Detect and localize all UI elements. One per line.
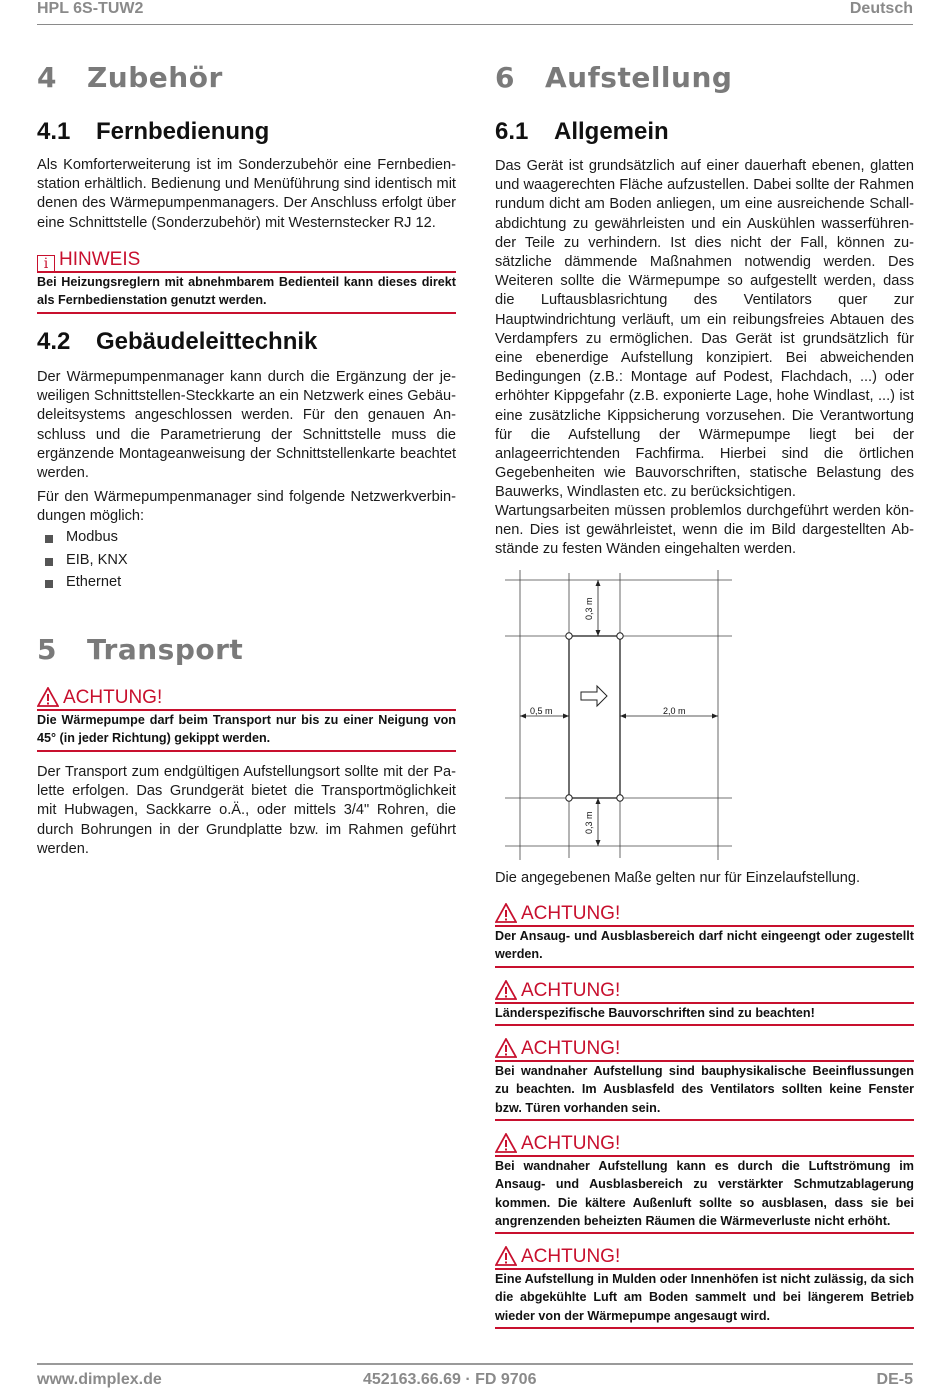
warning-title: ACHTUNG! [495,980,914,1002]
warning-box-3 [495,1038,914,1121]
clearance-diagram [500,568,740,863]
diagram-caption: Die angegebenen Maße gelten nur für Einzelaufstellung. [495,870,861,886]
warning-box-1 [495,903,914,968]
footer-page-number: DE-5 [876,1371,913,1388]
warning-title: ACHTUNG! [37,687,456,709]
header-language: Deutsch [849,0,913,17]
warning-box-2 [495,980,914,1026]
paragraph-allgemein-1: Das Gerät ist grundsätzlich auf einer dauerhaft ebenen, glatten und waagerechten Fläche aufzustellen. Dabei sollte der Rahmen rundum dicht am Boden anliegen, um eine ausreichende Schallabdichtung zu gewährleisten und ein Auskühlen wasserführender Teile zu verhindern. Ist dies nicht der Fall, können zusätzliche dämmende Maßnahmen notwendig werden. Des Weiteren sollte die Wärmepumpe so aufgestellt werden, dass die Luftausblasrichtung des Ventilators quer zur Hauptwindrichtung verläuft, um ein reibungsfreies Abtauen des Verdampfers zu ermöglichen. Das Gerät ist grundsätzlich für eine ebenerdige Aufstellung konzipiert. Bei abweichenden Bedingungen (z.B.: Montage auf Podest, Flachdach, ...) oder erhöhter Kippgefahr (z.B. exponierte Lage, hohe Windlast, ...) ist eine zusätzliche Kippsicherung vorzusehen. Die Verantwortung für die Aufstellung der Wärmepumpe liegt bei der anlageerrichtenden Fachfirma. Hierbei sind die örtlichen Gegebenheiten wie Bauvorschriften, statische Belastung des Bauwerks, Windlasten etc. zu berücksichtigen. [495,158,914,501]
page-footer [37,1363,913,1388]
transport-warning [37,687,456,752]
heading-section-6-1: 6.1 Allgemein [495,118,669,145]
hinweis-box [37,249,456,314]
warning-title: ACHTUNG! [495,1133,914,1155]
list-item: Modbus [37,529,456,552]
footer-website: www.dimplex.de [37,1371,162,1388]
warning-text: Die Wärmepumpe darf beim Transport nur bis zu einer Neigung von 45° (in jeder Richtung) gekippt werden. [37,713,456,746]
warning-title: ACHTUNG! [495,903,914,925]
paragraph-gebaeudeleittechnik-1: Der Wärmepumpenmanager kann durch die Ergänzung der jeweiligen Schnittstellen-Steckkarte an ein Netzwerk eines Gebäudeleitsystems angeschlossen werden. Für den genauen Anschluss und die Parametrierung der Schnittstelle muss die ergänzende Montageanweisung der Schnittstellenkarte beachtet werden. [37,369,456,482]
warning-triangle-icon [495,1038,517,1058]
warning-triangle-icon [37,687,59,707]
warning-text: Länderspezifische Bauvorschriften sind zu beachten! [495,1006,815,1020]
footer-document-number: 452163.66.69 · FD 9706 [363,1371,537,1388]
paragraph-allgemein-2: Wartungsarbeiten müssen problemlos durchgeführt werden können. Dies ist gewährleistet, wenn die im Bild dargestellten Abstände zu festen Wänden eingehalten werden. [495,503,914,558]
warning-title: ACHTUNG! [495,1038,914,1060]
warning-box-4 [495,1133,914,1234]
heading-section-4-1: 4.1 Fernbedienung [37,118,270,145]
network-list [37,529,456,597]
page-header [37,0,913,25]
hinweis-title: i HINWEIS [37,249,456,271]
dim-top-label: 0,3 m [584,597,594,620]
warning-triangle-icon [495,980,517,1000]
heading-section-4: 4 Zubehör [37,61,223,94]
list-item: Ethernet [37,574,456,597]
warning-triangle-icon [495,1246,517,1266]
heading-section-4-2: 4.2 Gebäudeleittechnik [37,328,318,355]
warning-text: Bei wandnaher Aufstellung sind bauphysikalische Beeinflussungen zu beachten. Im Ausblasfeld des Ventilators sollten keine Fenster bzw. Türen vorhanden sein. [495,1064,914,1115]
warning-text: Der Ansaug- und Ausblasbereich darf nicht eingeengt oder zugestellt werden. [495,929,914,962]
warning-text: Bei wandnaher Aufstellung kann es durch die Luftströmung im Ansaug- und Ausblasbereich zu verstärkter Schmutzablagerung kommen. Die kältere Außenluft sollte so ausblasen, dass sie bei angrenzenden beheizten Räumen die Wärmeverluste nicht erhöht. [495,1159,914,1228]
warning-box-5 [495,1246,914,1329]
warning-title: ACHTUNG! [495,1246,914,1268]
paragraph-fernbedienung: Als Komforterweiterung ist im Sonderzubehör eine Fernbedienstation erhältlich. Bedienung und Menüführung sind identisch mit denen des Wärmepumpenmanagers. Der Anschluss erfolgt über eine Schnittstelle (Sonderzubehör) mit Westernstecker RJ 12. [37,157,456,231]
dim-bottom-label: 0,3 m [584,811,594,834]
header-model: HPL 6S-TUW2 [37,0,144,17]
dim-right-label: 2,0 m [663,706,686,716]
warning-triangle-icon [495,903,517,923]
list-item: EIB, KNX [37,552,456,575]
heading-section-5: 5 Transport [37,633,244,666]
paragraph-gebaeudeleittechnik-2: Für den Wärmepumpenmanager sind folgende Netzwerkverbindungen möglich: [37,489,456,525]
warning-text: Eine Aufstellung in Mulden oder Innenhöfen ist nicht zulässig, da sich die abgekühlte Luft am Boden sammelt und bei längerem Betrieb wieder von der Wärmepumpe angesaugt wird. [495,1272,914,1323]
warning-triangle-icon [495,1133,517,1153]
paragraph-transport: Der Transport zum endgültigen Aufstellungsort sollte mit der Palette erfolgen. Das Grundgerät bietet die Transportmöglichkeit mit Hubwagen, Sackkarre o.Ä., oder mittels 3/4" Rohren, die durch Bohrungen in der Grundplatte bzw. im Rahmen geführt werden. [37,764,456,857]
hinweis-text: Bei Heizungsreglern mit abnehmbarem Bedienteil kann dieses direkt als Fernbedienstation genutzt werden. [37,275,456,308]
heading-section-6: 6 Aufstellung [495,61,733,94]
info-icon: i [37,255,55,273]
dim-left-label: 0,5 m [530,706,553,716]
